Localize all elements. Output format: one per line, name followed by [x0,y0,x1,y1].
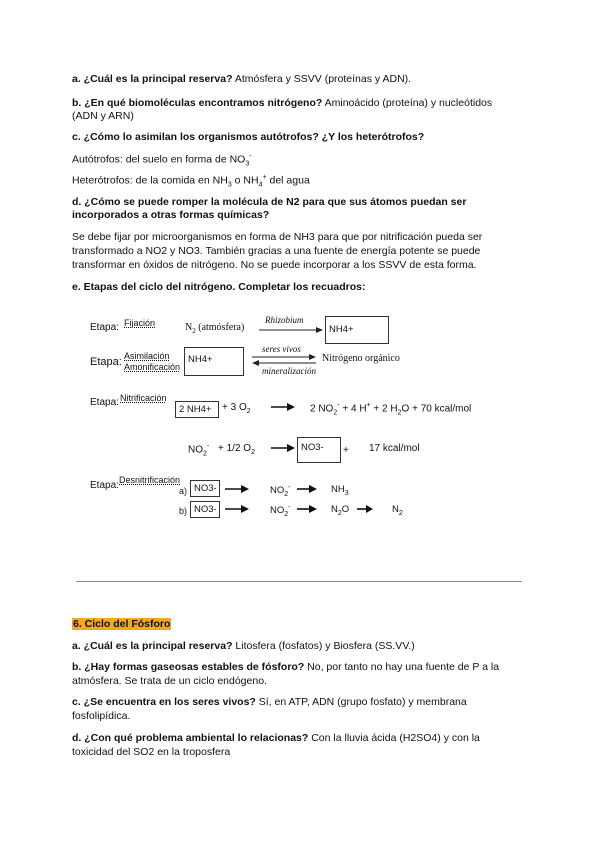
asimilacion-label: Asimilación [124,351,170,361]
s6-question-b [72,661,499,673]
nitrificacion-label: Nitrificación [120,393,167,403]
desnitrificacion-b-label: b) [179,506,188,516]
s6-answer-a-text: Litosfera (fosfatos) y Biosfera (SS.VV.) [232,640,415,652]
s6-question-a-text: a. ¿Cuál es la principal reserva? [72,640,233,652]
b-n2-text: N [392,504,399,515]
desnitrificacion-b-n2o [331,504,349,517]
autotrofos-text: Autótrofos: del suelo en forma de NO [72,153,246,166]
section6-title-text: 6. Ciclo del Fósforo [73,618,171,630]
s6-answer-b-line2: atmósfera. Se trata de un ciclo endógeno. [72,675,267,687]
nitrificacion-eq1-products [310,402,471,416]
autotrofos-sup: - [249,153,252,160]
question-c-text: c. ¿Cómo lo asimilan los organismos autótrofos? ¿Y los heterótrofos? [72,131,425,143]
fijacion-box [325,316,389,344]
amonificacion-label: Amonificación [124,362,181,372]
eq1-h: + 4 H [339,403,367,415]
asimilacion-arrows [250,353,318,367]
heterotrofos-sub2: 4 [258,181,263,189]
nitrificacion-eq1-reactant [222,402,251,415]
eq1-no2-sup: - [337,402,340,409]
heterotrofos-line [72,174,310,189]
fijacion-box-text: NH4+ [329,324,354,335]
b-n2o-text: N [331,504,338,515]
b-no2-sup: - [288,504,291,511]
desnitrificacion-a-label: a) [179,486,188,496]
eq1-no2-sub: 2 [333,409,338,417]
question-e-text: e. Etapas del ciclo del nitrógeno. Completar los recuadros: [72,281,366,293]
answer-b-line2: (ADN y ARN) [72,110,134,122]
asimilacion-box [184,347,244,376]
answer-a-text: Atmósfera y SSVV (proteínas y ADN). [232,73,412,85]
a-no2-sub: 2 [284,491,289,499]
desnitrificacion-box-b-text: NO3- [194,504,217,515]
nitrificacion-eq2-reactants [188,443,209,457]
desnitrificacion-b-no2 [270,504,291,518]
etapa-asimilacion-label: Etapa: [90,356,122,368]
b-no2-sub: 2 [284,511,289,519]
eq2-no2: NO [188,444,203,456]
s6-answer-d-text: Con la lluvia ácida (H2SO4) y con la [308,732,480,744]
n2-sub: 2 [192,327,196,335]
seres-vivos-label: seres vivos [262,344,301,354]
etapa-fijacion-label: Etapa: [90,322,119,333]
desnitrificacion-arrow-a2 [296,484,318,494]
s6-question-d-text: d. ¿Con qué problema ambiental lo relacionas? [72,732,309,744]
section-divider [76,581,522,582]
nitrificacion-box-2-text: NO3- [301,442,324,453]
desnitrificacion-arrow-b1 [224,504,250,514]
answer-b-text: Aminoácido (proteína) y nucleótidos [322,97,493,109]
nitrificacion-box-text: 2 NH4+ [179,404,212,415]
a-no2-text: NO [270,485,285,497]
eq1-energy: O + 70 kcal/mol [401,403,472,415]
nitrogeno-organico: Nitrógeno orgánico [322,353,400,364]
nitrificacion-arrow-2 [270,443,296,453]
s6-question-d [72,732,480,744]
s6-question-c [72,696,467,708]
b-n2o-sub: 2 [337,509,342,517]
eq1-o2: + 3 O [222,402,247,413]
s6-question-a [72,640,415,652]
asimilacion-box-text: NH4+ [188,354,213,365]
a-nh3-text: NH [331,484,345,495]
eq1-no2: 2 NO [310,403,334,415]
desnitrificacion-box-a-text: NO3- [194,483,217,494]
question-d [72,196,466,208]
nitrificacion-eq2-plus: + [343,445,349,456]
eq2-o2-sub: 2 [251,449,255,456]
s6-answer-c-text: Sí, en ATP, ADN (grupo fosfato) y membrana [255,696,467,708]
question-b-text: b. ¿En qué biomoléculas encontramos nitrógeno? [72,97,323,109]
heterotrofos-text-a: Heterótrofos: de la comida en NH [72,174,228,187]
s6-answer-b-text: No, por tanto no hay una fuente de P a la [304,661,500,673]
a-no2-sup: - [288,484,291,491]
question-b [72,97,492,109]
etapa-desnitrificacion-label: Etapa: [90,480,119,491]
desnitrificacion-b-n2 [392,504,403,517]
nitrificacion-eq2-o2 [218,443,255,456]
desnitrificacion-box-a [190,480,220,497]
desnitrificacion-box-b [190,501,220,518]
n2-atmosfera [185,322,244,335]
desnitrificacion-arrow-b2 [296,504,318,514]
b-no2-text: NO [270,505,285,517]
a-nh3-sub: 3 [344,489,349,497]
fijacion-label: Fijación [124,318,156,328]
heterotrofos-sub1: 3 [227,181,232,189]
eq2-no2-sub: 2 [203,450,207,458]
question-a-text: a. ¿Cuál es la principal reserva? [72,73,233,85]
s6-question-c-text: c. ¿Se encuentra en los seres vivos? [72,696,256,708]
nitrificacion-arrow-1 [270,402,296,412]
answer-d-line2: transformado a NO2 y NO3. También gracias a una fuente de energía potente se puede [72,245,481,257]
nitrificacion-eq2-energy: 17 kcal/mol [369,443,420,454]
question-d-line2: incorporados a otras formas químicas? [72,209,270,221]
eq2-no2-sup: - [206,443,210,450]
question-a [72,73,411,85]
answer-d-line1: Se debe fijar por microorganismos en forma de NH3 para que por nitrificación pueda ser [72,231,483,243]
eq2-o2: + 1/2 O [218,443,252,454]
autotrofos-sub: 3 [245,160,250,168]
etapa-nitrificacion-label: Etapa: [90,397,119,408]
fijacion-arrow [258,326,324,334]
heterotrofos-text-b: o NH [231,174,259,187]
b-n2o-rest: O [341,504,350,515]
b-n2-sub: 2 [398,509,403,517]
nitrificacion-box-2 [297,437,341,463]
question-d-2 [72,209,269,221]
answer-d-line3: transformar en óxidos de nitrógeno. No se puede incorporar a los SSVV de esta forma. [72,259,477,271]
desnitrificacion-a-no2 [270,484,291,498]
eq1-h-sup: + [366,402,371,409]
desnitrificacion-arrow-a1 [224,484,250,494]
eq1-o2-sub: 2 [246,408,251,415]
autotrofos-line [72,153,252,168]
rhizobium-label: Rhizobium [265,315,304,325]
question-c [72,131,424,143]
eq1-h2o-sub: 2 [397,409,402,417]
s6-answer-d-line2: toxicidad del SO2 en la troposfera [72,746,231,758]
nitrificacion-box [175,401,219,418]
s6-answer-c-line2: fosfolipídica. [72,710,131,722]
heterotrofos-text-c: del agua [266,174,310,187]
n2-rest: (atmósfera) [195,322,245,333]
desnitrificacion-label: Desnitrificación [119,475,181,485]
heterotrofos-sup2: + [262,174,267,181]
question-e [72,281,366,293]
desnitrificacion-a-nh3 [331,484,349,497]
mineralizacion-label: mineralización [262,366,316,376]
n2-text: N [185,322,193,333]
question-d-line1: d. ¿Cómo se puede romper la molécula de N2 para que sus átomos puedan ser [72,196,467,208]
eq1-h2o: + 2 H [370,403,398,415]
desnitrificacion-arrow-b3 [356,504,374,514]
s6-question-b-text: b. ¿Hay formas gaseosas estables de fósforo? [72,661,305,673]
section6-title [72,618,171,630]
